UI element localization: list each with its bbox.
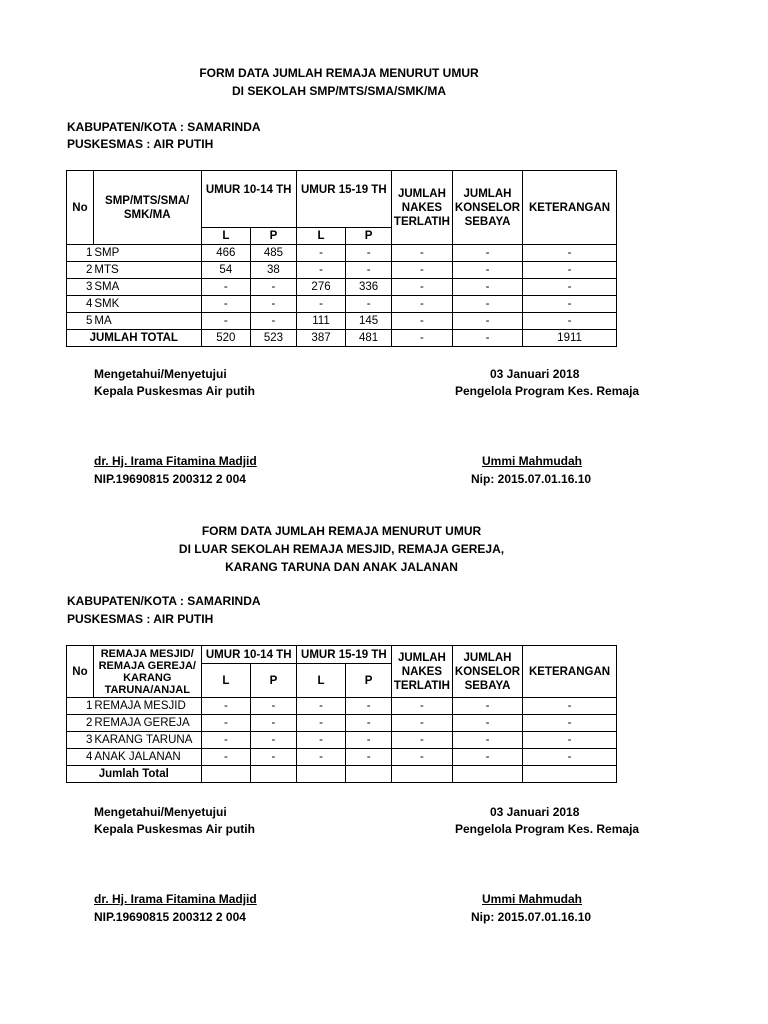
col-header-p: P <box>346 664 392 698</box>
cell-p-15-19: - <box>346 262 392 279</box>
form2-head-title: Kepala Puskesmas Air putih <box>94 822 255 836</box>
form2-kabupaten: KABUPATEN/KOTA : SAMARINDA <box>67 594 261 608</box>
col-header-l: L <box>201 664 251 698</box>
cell-l-10-14: - <box>201 732 251 749</box>
col-header-l: L <box>296 228 346 245</box>
cell-p-10-14: 485 <box>251 245 297 262</box>
col-header-age-10-14: UMUR 10-14 TH <box>201 646 296 664</box>
group-header-line: KARANG <box>123 671 172 684</box>
cell-p-10-14: - <box>251 698 297 715</box>
cell-l-10-14: - <box>201 715 251 732</box>
cell-l-15-19: - <box>296 296 346 313</box>
cell-l-10-14: - <box>201 296 251 313</box>
cell-p-10-14: 38 <box>251 262 297 279</box>
row-name: MTS <box>93 262 201 279</box>
row-name: KARANG TARUNA <box>93 732 201 749</box>
total-cell <box>296 766 346 783</box>
row-name: SMP <box>93 245 201 262</box>
cell-l-15-19: - <box>296 698 346 715</box>
cell-keterangan: - <box>523 749 617 766</box>
total-label: JUMLAH TOTAL <box>67 330 202 347</box>
cell-p-15-19: - <box>346 732 392 749</box>
row-name: SMA <box>93 279 201 296</box>
cell-p-15-19: - <box>346 715 392 732</box>
total-cell <box>346 766 392 783</box>
total-cell: 520 <box>201 330 251 347</box>
form2-table <box>66 645 617 783</box>
cell-nakes: - <box>391 313 452 330</box>
group-header-line: REMAJA GEREJA/ <box>98 659 196 672</box>
total-cell <box>201 766 251 783</box>
col-header-no: No <box>67 171 94 245</box>
col-header-konselor: JUMLAH KONSELOR SEBAYA <box>452 646 522 698</box>
form1-manager-title: Pengelola Program Kes. Remaja <box>455 384 640 398</box>
col-header-age-10-14: UMUR 10-14 TH <box>201 171 296 228</box>
form2-title-line1: FORM DATA JUMLAH REMAJA MENURUT UMUR <box>201 524 482 538</box>
cell-nakes: - <box>391 698 452 715</box>
row-number: 2 <box>67 715 94 732</box>
row-number: 1 <box>67 245 94 262</box>
cell-konselor: - <box>452 749 522 766</box>
row-number: 1 <box>67 698 94 715</box>
cell-konselor: - <box>452 715 522 732</box>
cell-p-10-14: - <box>251 715 297 732</box>
cell-p-15-19: - <box>346 245 392 262</box>
form2-head-name: dr. Hj. Irama Fitamina Madjid <box>94 892 257 906</box>
cell-p-15-19: 145 <box>346 313 392 330</box>
cell-l-15-19: - <box>296 749 346 766</box>
total-cell: 481 <box>346 330 392 347</box>
row-number: 5 <box>67 313 94 330</box>
total-cell: 387 <box>296 330 346 347</box>
cell-p-10-14: - <box>251 296 297 313</box>
form1-approve-label: Mengetahui/Menyetujui <box>94 367 227 381</box>
form1-table <box>66 170 617 347</box>
cell-l-10-14: 54 <box>201 262 251 279</box>
total-cell <box>391 766 452 783</box>
cell-nakes: - <box>391 732 452 749</box>
cell-l-15-19: 111 <box>296 313 346 330</box>
col-header-nakes: JUMLAH NAKES TERLATIH <box>391 646 452 698</box>
form2-date: 03 Januari 2018 <box>490 805 580 819</box>
cell-p-15-19: - <box>346 749 392 766</box>
form2-manager-title: Pengelola Program Kes. Remaja <box>455 822 640 836</box>
cell-l-10-14: - <box>201 313 251 330</box>
cell-keterangan: - <box>523 313 617 330</box>
total-cell: 523 <box>251 330 297 347</box>
cell-konselor: - <box>452 732 522 749</box>
cell-konselor: - <box>452 296 522 313</box>
form1-title-line1: FORM DATA JUMLAH REMAJA MENURUT UMUR <box>199 66 479 80</box>
cell-p-15-19: - <box>346 296 392 313</box>
cell-nakes: - <box>391 279 452 296</box>
col-header-p: P <box>251 228 297 245</box>
cell-p-10-14: - <box>251 749 297 766</box>
col-header-keterangan: KETERANGAN <box>523 646 617 698</box>
form1-manager-nip: Nip: 2015.07.01.16.10 <box>471 472 592 486</box>
table-row <box>67 313 617 330</box>
row-number: 2 <box>67 262 94 279</box>
form2-manager-name: Ummi Mahmudah <box>482 892 583 906</box>
col-header-nakes: JUMLAH NAKES TERLATIH <box>391 171 452 245</box>
cell-konselor: - <box>452 698 522 715</box>
cell-p-10-14: - <box>251 279 297 296</box>
cell-konselor: - <box>452 245 522 262</box>
cell-l-15-19: - <box>296 245 346 262</box>
table-row <box>67 732 617 749</box>
cell-nakes: - <box>391 245 452 262</box>
col-header-school: SMP/MTS/SMA/ SMK/MA <box>93 171 201 245</box>
total-cell: - <box>452 330 522 347</box>
col-header-l: L <box>296 664 346 698</box>
total-cell <box>523 766 617 783</box>
cell-p-10-14: - <box>251 732 297 749</box>
cell-l-10-14: - <box>201 749 251 766</box>
form1-puskesmas: PUSKESMAS : AIR PUTIH <box>67 137 214 151</box>
form2-manager-nip: Nip: 2015.07.01.16.10 <box>471 910 592 924</box>
cell-p-15-19: 336 <box>346 279 392 296</box>
form1-head-name: dr. Hj. Irama Fitamina Madjid <box>94 454 257 468</box>
cell-keterangan: - <box>523 279 617 296</box>
form2-title-line3: KARANG TARUNA DAN ANAK JALANAN <box>225 560 458 574</box>
table-row <box>67 749 617 766</box>
cell-keterangan: - <box>523 262 617 279</box>
cell-konselor: - <box>452 279 522 296</box>
row-number: 4 <box>67 749 94 766</box>
form1-date: 03 Januari 2018 <box>490 367 580 381</box>
group-header-line: TARUNA/ANJAL <box>104 683 190 696</box>
col-header-keterangan: KETERANGAN <box>523 171 617 245</box>
col-header-age-15-19: UMUR 15-19 TH <box>296 646 391 664</box>
cell-keterangan: - <box>523 296 617 313</box>
form2-approve-label: Mengetahui/Menyetujui <box>94 805 227 819</box>
form1-title-line2: DI SEKOLAH SMP/MTS/SMA/SMK/MA <box>231 84 446 98</box>
form1-head-title: Kepala Puskesmas Air putih <box>94 384 255 398</box>
total-label: Jumlah Total <box>67 766 202 783</box>
col-header-p: P <box>346 228 392 245</box>
form2-title-line2: DI LUAR SEKOLAH REMAJA MESJID, REMAJA GEREJA, <box>178 542 505 556</box>
table-row <box>67 698 617 715</box>
cell-p-15-19: - <box>346 698 392 715</box>
cell-keterangan: - <box>523 715 617 732</box>
table-row <box>67 715 617 732</box>
cell-keterangan: - <box>523 245 617 262</box>
cell-p-10-14: - <box>251 313 297 330</box>
row-number: 4 <box>67 296 94 313</box>
row-name: ANAK JALANAN <box>93 749 201 766</box>
form1-kabupaten: KABUPATEN/KOTA : SAMARINDA <box>67 120 261 134</box>
table-row <box>67 262 617 279</box>
row-name: REMAJA GEREJA <box>93 715 201 732</box>
total-cell: - <box>391 330 452 347</box>
total-cell: 1911 <box>523 330 617 347</box>
col-header-group <box>93 646 201 698</box>
total-cell <box>452 766 522 783</box>
col-header-konselor: JUMLAH KONSELOR SEBAYA <box>452 171 522 245</box>
total-cell <box>251 766 297 783</box>
cell-l-15-19: - <box>296 262 346 279</box>
form1-head-nip: NIP.19690815 200312 2 004 <box>94 472 246 486</box>
col-header-l: L <box>201 228 251 245</box>
cell-l-10-14: 466 <box>201 245 251 262</box>
cell-l-10-14: - <box>201 698 251 715</box>
row-name: SMK <box>93 296 201 313</box>
cell-konselor: - <box>452 313 522 330</box>
col-header-no: No <box>67 646 94 698</box>
row-number: 3 <box>67 732 94 749</box>
cell-nakes: - <box>391 296 452 313</box>
cell-keterangan: - <box>523 732 617 749</box>
col-header-p: P <box>251 664 297 698</box>
cell-nakes: - <box>391 715 452 732</box>
form2-head-nip: NIP.19690815 200312 2 004 <box>94 910 246 924</box>
table-row <box>67 245 617 262</box>
cell-konselor: - <box>452 262 522 279</box>
cell-l-15-19: - <box>296 715 346 732</box>
cell-l-15-19: - <box>296 732 346 749</box>
table-row <box>67 296 617 313</box>
cell-keterangan: - <box>523 698 617 715</box>
row-name: MA <box>93 313 201 330</box>
form1-manager-name: Ummi Mahmudah <box>482 454 583 468</box>
table-row <box>67 279 617 296</box>
cell-nakes: - <box>391 262 452 279</box>
cell-nakes: - <box>391 749 452 766</box>
row-name: REMAJA MESJID <box>93 698 201 715</box>
group-header-line: REMAJA MESJID/ <box>100 647 194 660</box>
cell-l-15-19: 276 <box>296 279 346 296</box>
col-header-age-15-19: UMUR 15-19 TH <box>296 171 391 228</box>
cell-l-10-14: - <box>201 279 251 296</box>
row-number: 3 <box>67 279 94 296</box>
form2-puskesmas: PUSKESMAS : AIR PUTIH <box>67 612 214 626</box>
